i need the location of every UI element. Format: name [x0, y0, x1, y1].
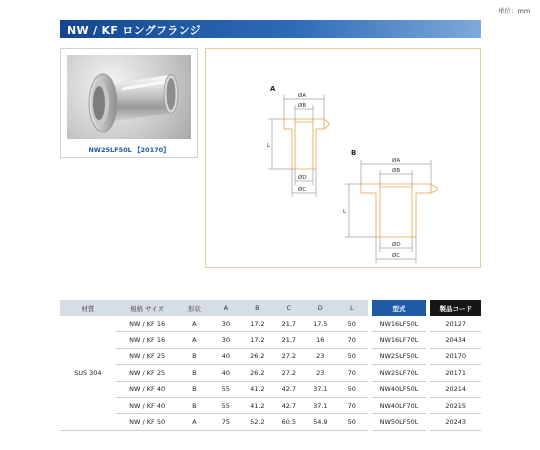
drawing-a-dim-l: L — [267, 143, 271, 149]
cell-d: 54.9 — [305, 414, 336, 430]
table-row — [60, 348, 481, 364]
cell-type: NW50LF50L — [372, 414, 427, 430]
drawing-a-dim-c: ØC — [298, 187, 307, 193]
cell-c: 42.7 — [273, 397, 304, 413]
drawing-a-label: A — [270, 85, 276, 93]
cell-shape: A — [179, 332, 210, 348]
cell-size: NW / KF 40 — [116, 381, 179, 397]
header-material: 材質 — [60, 300, 116, 316]
header-size: 規格 サイズ — [116, 300, 179, 316]
drawing-a-dim-a: ØA — [298, 93, 307, 99]
table-header-row — [60, 300, 481, 316]
spec-table — [60, 300, 481, 431]
cell-l: 70 — [336, 397, 367, 413]
flange-photo-illustration — [67, 55, 191, 139]
drawing-b-dim-b: ØB — [392, 168, 401, 174]
cell-type: NW40LF50L — [372, 381, 427, 397]
cell-size: NW / KF 16 — [116, 316, 179, 332]
header-d: D — [305, 300, 336, 316]
cell-type: NW25LF70L — [372, 365, 427, 381]
header-l: L — [336, 300, 367, 316]
photo-caption-code: 【20170】 — [134, 146, 170, 154]
cell-shape: B — [179, 397, 210, 413]
cell-c: 21.7 — [273, 316, 304, 332]
header-shape: 形状 — [179, 300, 210, 316]
cell-shape: A — [179, 414, 210, 430]
cell-b: 17.2 — [242, 316, 273, 332]
cell-d: 17.5 — [305, 316, 336, 332]
cell-type: NW16LF50L — [372, 316, 427, 332]
cell-d: 23 — [305, 365, 336, 381]
cell-l: 70 — [336, 332, 367, 348]
cell-code: 20243 — [430, 414, 481, 430]
drawing-a-dim-d: ØD — [298, 175, 307, 181]
header-c: C — [273, 300, 304, 316]
cell-size: NW / KF 25 — [116, 348, 179, 364]
header-a: A — [210, 300, 241, 316]
cell-type: NW16LF70L — [372, 332, 427, 348]
page-title: NW / KF ロングフランジ — [67, 24, 201, 37]
table-row — [60, 414, 481, 430]
table-row — [60, 397, 481, 413]
drawing-b-dim-d: ØD — [392, 242, 401, 248]
title-bar — [60, 20, 481, 38]
cell-code: 20171 — [430, 365, 481, 381]
cell-d: 23 — [305, 348, 336, 364]
drawing-b-dims — [345, 160, 431, 263]
cell-c: 21.7 — [273, 332, 304, 348]
cell-size: NW / KF 50 — [116, 414, 179, 430]
cell-material: SUS 304 — [60, 316, 116, 430]
cell-size: NW / KF 25 — [116, 365, 179, 381]
drawing-a — [284, 119, 329, 169]
drawing-b-dim-l: L — [343, 209, 347, 215]
cell-code: 20215 — [430, 397, 481, 413]
header-type: 型式 — [372, 300, 427, 316]
drawing-b-label: B — [351, 149, 357, 157]
cell-c: 60.5 — [273, 414, 304, 430]
cell-size: NW / KF 16 — [116, 332, 179, 348]
cell-d: 16 — [305, 332, 336, 348]
cell-code: 20170 — [430, 348, 481, 364]
cell-c: 42.7 — [273, 381, 304, 397]
photo-caption — [61, 145, 197, 154]
drawing-b-dim-c: ØC — [392, 253, 401, 259]
cell-l: 50 — [336, 348, 367, 364]
cell-d: 37.1 — [305, 381, 336, 397]
cell-type: NW40LF70L — [372, 397, 427, 413]
cell-a: 40 — [210, 348, 241, 364]
cell-c: 27.2 — [273, 365, 304, 381]
cell-l: 50 — [336, 316, 367, 332]
table-row — [60, 381, 481, 397]
drawing-b-dim-a: ØA — [392, 158, 401, 164]
technical-drawing — [206, 49, 482, 269]
table-row — [60, 332, 481, 348]
cell-b: 26.2 — [242, 365, 273, 381]
drawing-b — [361, 184, 437, 237]
cell-shape: B — [179, 365, 210, 381]
cell-d: 37.1 — [305, 397, 336, 413]
product-photo-panel — [60, 48, 198, 158]
cell-a: 30 — [210, 316, 241, 332]
cell-b: 17.2 — [242, 332, 273, 348]
cell-a: 55 — [210, 381, 241, 397]
drawing-a-dim-b: ØB — [298, 103, 307, 109]
cell-b: 41.2 — [242, 381, 273, 397]
cell-code: 20127 — [430, 316, 481, 332]
cell-code: 20214 — [430, 381, 481, 397]
cell-code: 20434 — [430, 332, 481, 348]
cell-a: 75 — [210, 414, 241, 430]
cell-b: 26.2 — [242, 348, 273, 364]
cell-a: 55 — [210, 397, 241, 413]
cell-c: 27.2 — [273, 348, 304, 364]
cell-l: 50 — [336, 414, 367, 430]
cell-a: 40 — [210, 365, 241, 381]
cell-b: 41.2 — [242, 397, 273, 413]
product-photo — [67, 55, 191, 139]
cell-b: 52.2 — [242, 414, 273, 430]
unit-label: 単位：mm — [498, 7, 531, 15]
technical-drawing-panel — [205, 48, 481, 268]
table-row — [60, 316, 481, 332]
table-row — [60, 365, 481, 381]
cell-type: NW25LF50L — [372, 348, 427, 364]
cell-a: 30 — [210, 332, 241, 348]
cell-shape: B — [179, 348, 210, 364]
header-code: 製品コード — [430, 300, 481, 316]
photo-caption-model: NW25LF50L — [88, 146, 132, 154]
cell-l: 50 — [336, 381, 367, 397]
cell-size: NW / KF 40 — [116, 397, 179, 413]
header-b: B — [242, 300, 273, 316]
cell-shape: B — [179, 381, 210, 397]
cell-l: 70 — [336, 365, 367, 381]
cell-shape: A — [179, 316, 210, 332]
